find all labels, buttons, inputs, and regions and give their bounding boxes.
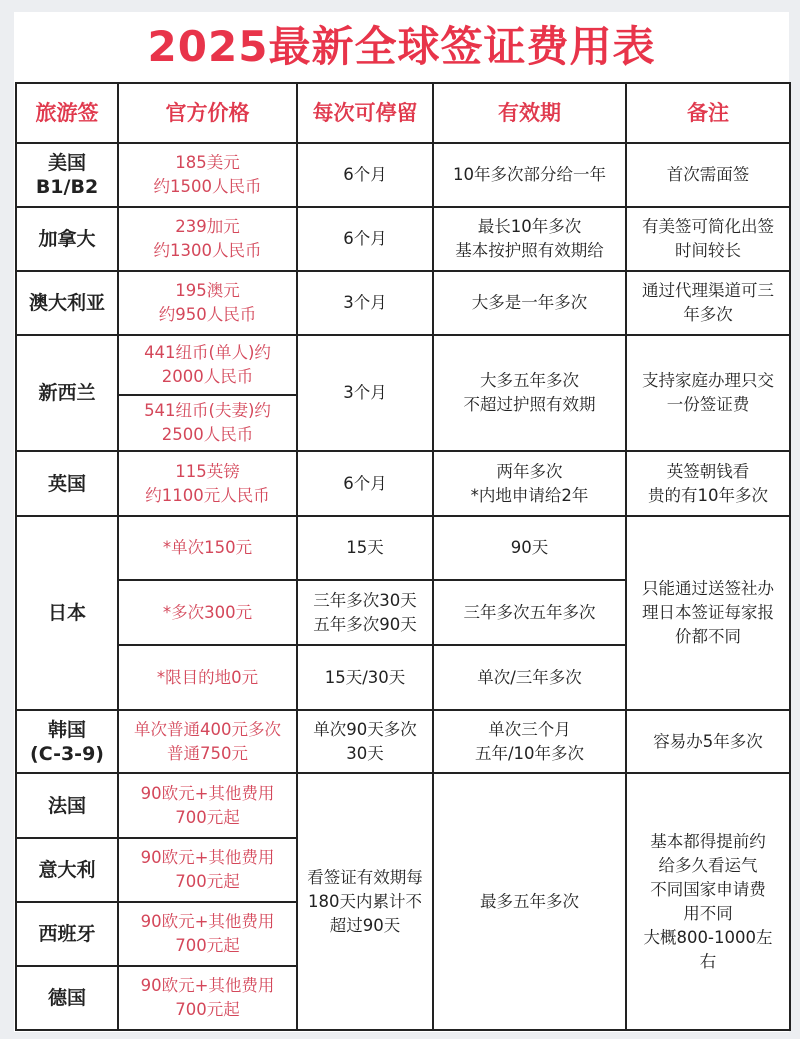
price-rmb: 700元起 (175, 936, 240, 955)
stay-line: 看签证有效期每 (307, 867, 423, 887)
stay-cell: 15天/30天 (297, 645, 433, 710)
stay-line: 三年多次30天 (313, 590, 417, 610)
price: 90欧元+其他费用 (140, 976, 275, 995)
price: 239加元 (175, 217, 240, 236)
country-cell (16, 143, 118, 207)
price-cell (118, 207, 297, 271)
note-line: 理日本签证每家报 (642, 603, 774, 622)
stay-line: 单次90天多次 (313, 719, 417, 739)
header-stay: 每次可停留 (297, 83, 433, 143)
price-rmb: 2500人民币 (161, 425, 254, 444)
price-rmb: 700元起 (175, 807, 240, 827)
price-rmb: 约1100元人民币 (145, 485, 270, 505)
validity-cell: 10年多次部分给一年 (433, 143, 626, 207)
page-title: 2025最新全球签证费用表 (147, 22, 656, 71)
price: 单次普通400元多次 (134, 719, 281, 739)
validity-line: 单次三个月 (488, 719, 571, 739)
note-cell: 首次需面签 (626, 143, 790, 207)
table-row (16, 271, 790, 335)
country: 韩国 (47, 718, 86, 741)
note-line: 通过代理渠道可三 (642, 281, 774, 300)
visa-fee-table (15, 82, 791, 1031)
note-line: 英签朝钱看 (666, 461, 750, 481)
visa-fee-sheet (14, 12, 789, 1032)
note-line: 年多次 (683, 305, 733, 324)
price-cell (118, 395, 297, 451)
note-line: 用不同 (683, 903, 733, 923)
price-rmb: 700元起 (175, 1000, 240, 1019)
validity-line: 五年/10年多次 (474, 743, 585, 763)
stay-cell (297, 710, 433, 773)
note-cell (626, 271, 790, 335)
stay-cell (297, 580, 433, 645)
price-cell (118, 902, 297, 966)
stay-line: 超过90天 (329, 915, 401, 935)
stay-cell: 6个月 (297, 143, 433, 207)
country: 美国 (47, 152, 86, 174)
visa-class: B1/B2 (35, 176, 99, 198)
country-cell: 法国 (16, 773, 118, 838)
price: 普通750元 (167, 743, 248, 763)
stay-cell: 6个月 (297, 451, 433, 516)
validity-cell: 90天 (433, 516, 626, 580)
table-row (16, 335, 790, 395)
note-line: 时间较长 (675, 241, 741, 260)
country-cell: 澳大利亚 (16, 271, 118, 335)
price-cell: *限目的地0元 (118, 645, 297, 710)
country-cell: 新西兰 (16, 335, 118, 451)
stay-line: 30天 (346, 743, 384, 763)
price: 90欧元+其他费用 (140, 912, 275, 931)
country-cell: 德国 (16, 966, 118, 1030)
stay-line: 五年多次90天 (313, 614, 417, 634)
note-cell: 容易办5年多次 (626, 710, 790, 773)
price: 541纽币(夫妻)约 (144, 401, 271, 420)
price: 441纽币(单人)约 (144, 343, 271, 362)
validity-cell: 大多是一年多次 (433, 271, 626, 335)
price: 90欧元+其他费用 (140, 783, 275, 803)
validity-line: 两年多次 (496, 461, 563, 481)
price-cell (118, 710, 297, 773)
price-cell: *多次300元 (118, 580, 297, 645)
note-line: 一份签证费 (666, 395, 750, 414)
validity-line: *内地申请给2年 (470, 485, 589, 505)
stay-cell: 6个月 (297, 207, 433, 271)
header-price: 官方价格 (118, 83, 297, 143)
validity-line: 最长10年多次 (477, 217, 582, 236)
stay-cell: 3个月 (297, 335, 433, 451)
header-validity: 有效期 (433, 83, 626, 143)
note-line: 基本都得提前约 (650, 831, 766, 851)
table-row (16, 773, 790, 838)
note-line: 贵的有10年多次 (648, 485, 768, 505)
table-header (16, 83, 790, 143)
price-cell (118, 271, 297, 335)
table-row (16, 207, 790, 271)
note-cell (626, 516, 790, 710)
stay-cell: 15天 (297, 516, 433, 580)
note-line: 价都不同 (675, 627, 741, 646)
validity-cell (433, 710, 626, 773)
note-line: 有美签可简化出签 (642, 217, 774, 236)
stay-cell: 3个月 (297, 271, 433, 335)
price-cell (118, 143, 297, 207)
note-line: 不同国家申请费 (650, 879, 766, 899)
price: 195澳元 (175, 281, 240, 300)
validity-cell (433, 207, 626, 271)
price-cell (118, 966, 297, 1030)
validity-cell: 最多五年多次 (433, 773, 626, 1030)
note-line: 右 (699, 951, 717, 971)
validity-line: 不超过护照有效期 (463, 395, 596, 414)
price-cell (118, 451, 297, 516)
price: 115英镑 (175, 461, 240, 481)
note-cell (626, 773, 790, 1030)
table-row (16, 516, 790, 580)
price-cell (118, 335, 297, 395)
price-rmb: 约1300人民币 (153, 241, 262, 260)
note-line: 只能通过送签社办 (642, 579, 774, 598)
price-rmb: 约1500人民币 (153, 177, 262, 196)
table-row (16, 710, 790, 773)
price-cell (118, 838, 297, 902)
price-rmb: 700元起 (175, 872, 240, 891)
price-rmb: 2000人民币 (161, 367, 254, 386)
country-cell: 加拿大 (16, 207, 118, 271)
table-row (16, 451, 790, 516)
country-cell: 英国 (16, 451, 118, 516)
note-line: 给多久看运气 (658, 855, 758, 875)
table-row (16, 143, 790, 207)
validity-cell: 单次/三年多次 (433, 645, 626, 710)
visa-class: (C-3-9) (30, 742, 104, 765)
validity-line: 基本按护照有效期给 (455, 241, 604, 260)
price: 185美元 (175, 153, 240, 172)
header-note: 备注 (626, 83, 790, 143)
header-visa-type: 旅游签 (16, 83, 118, 143)
note-line: 支持家庭办理只交 (642, 371, 774, 390)
note-cell (626, 207, 790, 271)
stay-cell (297, 773, 433, 1030)
validity-line: 大多五年多次 (480, 371, 579, 390)
country-cell: 西班牙 (16, 902, 118, 966)
validity-cell (433, 451, 626, 516)
country-cell: 日本 (16, 516, 118, 710)
stay-line: 180天内累计不 (308, 891, 422, 911)
country-cell: 意大利 (16, 838, 118, 902)
note-cell (626, 335, 790, 451)
note-cell (626, 451, 790, 516)
validity-cell: 三年多次五年多次 (433, 580, 626, 645)
validity-cell (433, 335, 626, 451)
note-line: 大概800-1000左 (643, 927, 773, 947)
price: 90欧元+其他费用 (140, 848, 275, 867)
price-cell (118, 773, 297, 838)
price-rmb: 约950人民币 (158, 305, 257, 324)
price-cell: *单次150元 (118, 516, 297, 580)
country-cell (16, 710, 118, 773)
